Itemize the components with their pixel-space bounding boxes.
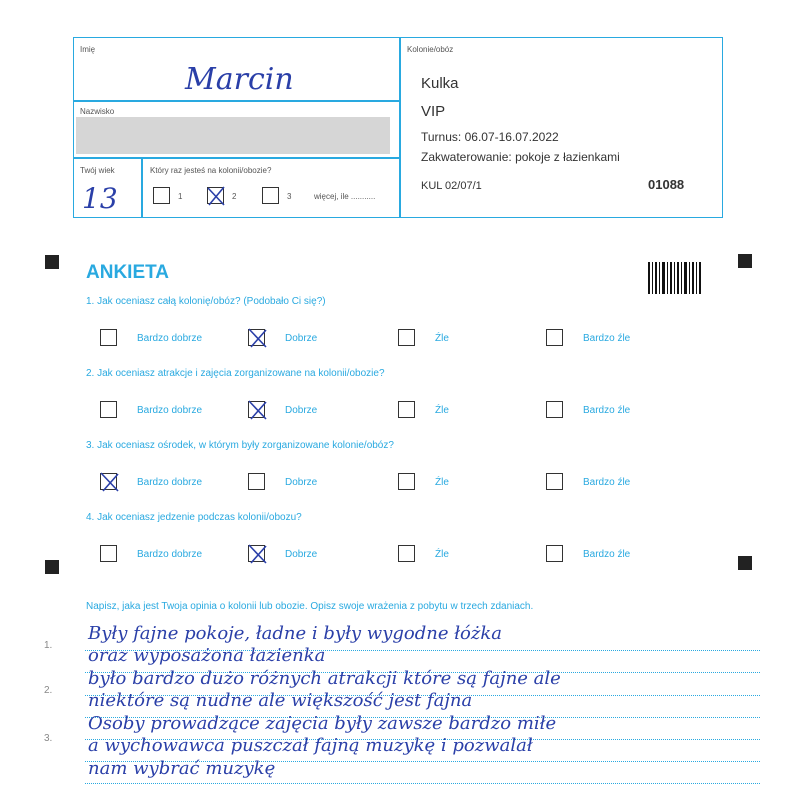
survey-title: ANKIETA [86,262,170,283]
q3-label-zle: Źle [435,477,449,488]
opinion-line-number: 2. [44,685,53,696]
header-divider [399,37,401,218]
ktory-raz-option-3: 3 [287,192,292,201]
header-divider [73,157,400,159]
nazwisko-redacted [76,117,390,154]
q1-checkbox-dobrze[interactable] [248,329,265,346]
opinion-prompt: Napisz, jaka jest Twoja opinia o kolonii lub obozie. Opisz swoje wrażenia z pobytu w trzech zdaniach. [86,601,534,612]
check-x-icon [99,471,121,493]
opinion-handwritten-line[interactable]: oraz wyposażona łazienka [88,645,326,666]
turnus-row [421,130,559,144]
opinion-handwritten-line[interactable]: nam wybrać muzykę [88,758,276,779]
q3-checkbox-dobrze[interactable] [248,473,265,490]
wiecej-label: więcej, ile ........... [314,192,376,201]
turnus-value: 06.07-16.07.2022 [464,130,559,144]
q2-checkbox-bardzo-zle[interactable] [546,401,563,418]
opinion-handwritten-line[interactable]: niektóre są nudne ale większość jest fajna [88,690,473,711]
q3-checkbox-zle[interactable] [398,473,415,490]
kolonie-label: Kolonie/obóz [407,45,454,54]
kolonie-type: VIP [421,103,446,120]
ktory-raz-label: Który raz jesteś na kolonii/obozie? [150,166,272,175]
q3-checkbox-bardzo-zle[interactable] [546,473,563,490]
zakwaterowanie-value: pokoje z łazienkami [515,150,620,164]
q4-label-bardzo-zle: Bardzo źle [583,549,631,560]
turnus-label: Turnus: [421,130,462,144]
q2-label-zle: Źle [435,405,449,416]
q4-label-bardzo-dobrze: Bardzo dobrze [137,549,203,560]
kolonie-name: Kulka [421,75,459,92]
opinion-handwritten-line[interactable]: Osoby prowadzące zajęcia były zawsze bardzo miłe [88,713,557,734]
q1-label-zle: Źle [435,333,449,344]
barcode [648,262,702,294]
q1-checkbox-bardzo-dobrze[interactable] [100,329,117,346]
q1-label-bardzo-dobrze: Bardzo dobrze [137,333,203,344]
q3-label-bardzo-dobrze: Bardzo dobrze [137,477,203,488]
q2-checkbox-dobrze[interactable] [248,401,265,418]
zakwaterowanie-row [421,150,620,164]
wiek-value[interactable]: 13 [82,182,118,215]
q4-checkbox-dobrze[interactable] [248,545,265,562]
opinion-handwritten-line[interactable]: Były fajne pokoje, ładne i były wygodne łóżka [88,623,503,644]
registration-mark [45,560,59,574]
question-text: 2. Jak oceniasz atrakcje i zajęcia zorganizowane na kolonii/obozie? [86,368,385,379]
check-x-icon [247,399,269,421]
q2-label-dobrze: Dobrze [285,405,318,416]
imie-value[interactable]: Marcin [185,62,294,97]
question-text: 3. Jak oceniasz ośrodek, w którym były zorganizowane kolonie/obóz? [86,440,394,451]
q3-checkbox-bardzo-dobrze[interactable] [100,473,117,490]
question-text: 1. Jak oceniasz całą kolonię/obóz? (Podobało Ci się?) [86,296,326,307]
form-number: 01088 [648,177,685,192]
opinion-line-number: 1. [44,640,53,651]
ktory-raz-option-2: 2 [232,192,237,201]
ktory-raz-checkbox-1[interactable] [153,187,170,204]
check-x-icon [247,543,269,565]
q2-label-bardzo-zle: Bardzo źle [583,405,631,416]
registration-mark [738,254,752,268]
zakwaterowanie-label: Zakwaterowanie: [421,150,512,164]
q3-label-dobrze: Dobrze [285,477,318,488]
q1-label-dobrze: Dobrze [285,333,318,344]
q1-label-bardzo-zle: Bardzo źle [583,333,631,344]
opinion-handwritten-line[interactable]: a wychowawca puszczał fajną muzykę i pozwalał [88,735,533,756]
ktory-raz-option-1: 1 [178,192,183,201]
check-x-icon [247,327,269,349]
opinion-line-number: 3. [44,733,53,744]
nazwisko-label: Nazwisko [80,107,115,116]
q1-checkbox-zle[interactable] [398,329,415,346]
q4-label-zle: Źle [435,549,449,560]
q2-checkbox-zle[interactable] [398,401,415,418]
registration-mark [45,255,59,269]
form-code: KUL 02/07/1 [421,180,482,192]
q4-checkbox-bardzo-zle[interactable] [546,545,563,562]
check-x-icon [206,185,226,207]
q3-label-bardzo-zle: Bardzo źle [583,477,631,488]
ktory-raz-checkbox-2[interactable] [207,187,224,204]
header-divider [141,157,143,218]
q2-label-bardzo-dobrze: Bardzo dobrze [137,405,203,416]
q2-checkbox-bardzo-dobrze[interactable] [100,401,117,418]
opinion-handwritten-line[interactable]: było bardzo dużo różnych atrakcji które są fajne ale [88,668,561,689]
q1-checkbox-bardzo-zle[interactable] [546,329,563,346]
q4-checkbox-zle[interactable] [398,545,415,562]
registration-mark [738,556,752,570]
question-text: 4. Jak oceniasz jedzenie podczas kolonii/obozu? [86,512,302,523]
q4-checkbox-bardzo-dobrze[interactable] [100,545,117,562]
ktory-raz-checkbox-3[interactable] [262,187,279,204]
wiek-label: Twój wiek [80,166,115,175]
barcode-icon [648,262,702,294]
q4-label-dobrze: Dobrze [285,549,318,560]
opinion-dotted-line [85,783,760,784]
imie-label: Imię [80,45,96,54]
header-divider [73,100,400,102]
